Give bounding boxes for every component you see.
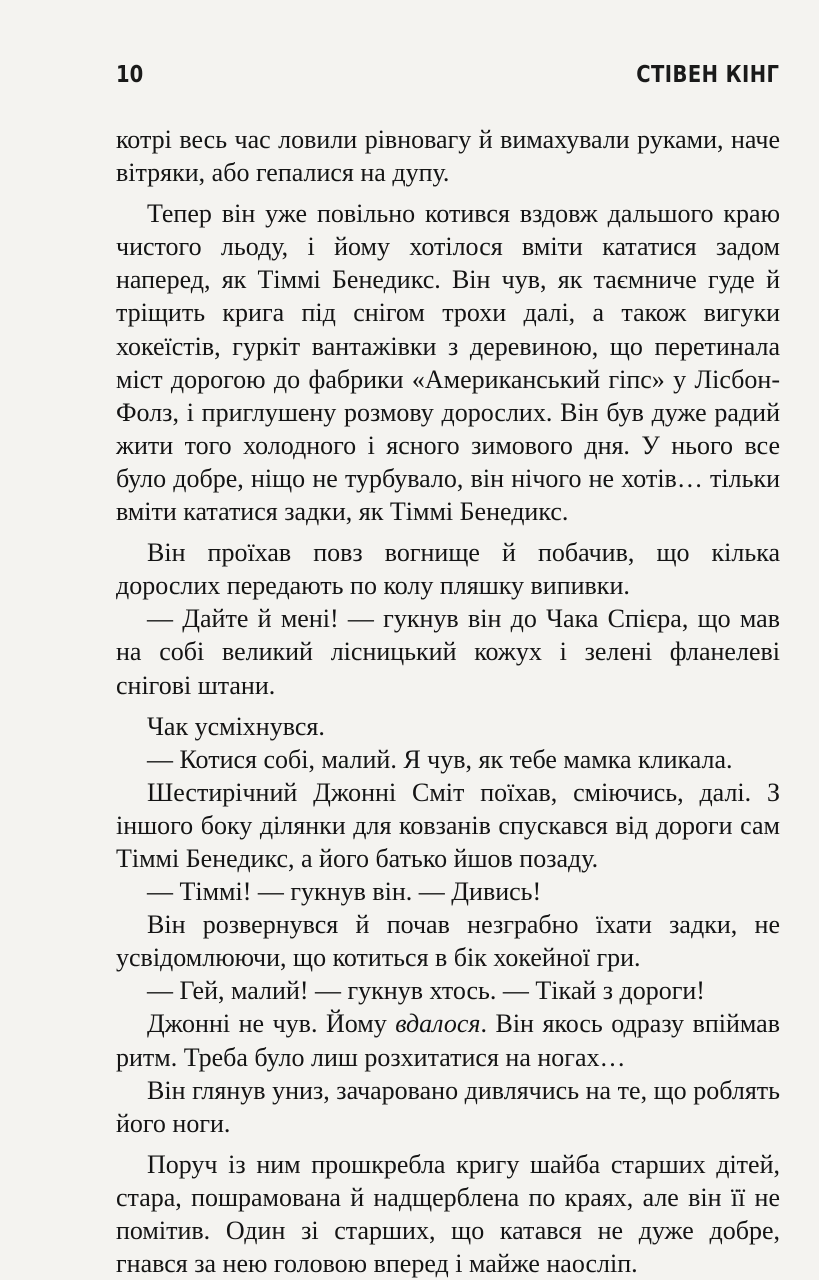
paragraph: Шестирічний Джонні Сміт поїхав, сміючись, далі. З іншого боку ділянки для ковзанів спускався від дороги сам Тіммі Бенедикс, а його батько йшов позаду. [116,777,780,873]
paragraph-text: Джонні не чув. Йому [147,1009,396,1039]
paragraph: Він проїхав повз вогнище й побачив, що кілька дорослих передають по колу пляшку випивки. [116,538,780,601]
paragraph [116,1007,780,1073]
paragraph: — Тіммі! — гукнув він. — Дивись! [147,877,542,907]
paragraph: Він глянув униз, зачаровано дивлячись на те, що роблять його ноги. [116,1075,780,1138]
paragraph: — Гей, малий! — гукнув хтось. — Тікай з дороги! [147,976,705,1006]
paragraph: — Дайте й мені! — гукнув він до Чака Спієра, що мав на собі великий лісницький кожух і зелені фланелеві снігові штани. [116,604,780,700]
italic-word: вдалося [395,1009,481,1039]
paragraph: Тепер він уже повільно котився вздовж дальшого краю чистого льоду, і йому хотілося вміти кататися задом наперед, як Тіммі Бенедикс. Він чув, як таємниче гуде й тріщить крига під снігом трохи далі, а також вигуки хокеїстів, гуркіт вантажівки з деревиною, що перетинала міст дорогою до фабрики «Американський гіпс» у Лісбон-Фолз, і приглушену розмову дорослих. Він був дуже радий жити того холодного і ясного зимового дня. У нього все було добре, ніщо не турбувало, він нічого не хотів… тільки вміти кататися задки, як Тіммі Бенедикс. [116,199,780,527]
paragraph: Поруч із ним прошкребла кригу шайба старших дітей, стара, пошрамована й надщерблена по краях, але він її не помітив. Один зі старших, що катався не дуже добре, гнався за нею головою вперед і майже наосліп. [116,1149,780,1279]
paragraph: котрі весь час ловили рівновагу й вимахували руками, наче вітряки, або гепалися на дупу. [116,125,780,188]
paragraph: Він розвернувся й почав незграбно їхати задки, не усвідомлюючи, що котиться в бік хокейної гри. [116,910,780,973]
paragraph-text: . Він якось одразу впіймав ритм. Треба було лиш розхитатися на ногах… [116,1009,780,1072]
running-head [116,62,779,96]
author-name: СТІВЕН КІНГ [635,62,779,88]
body-text [116,123,780,1280]
page-number: 10 [116,62,144,88]
paragraph: — Котися собі, малий. Я чув, як тебе мамка кликала. [147,744,733,774]
paragraph: Чак усміхнувся. [147,711,325,741]
